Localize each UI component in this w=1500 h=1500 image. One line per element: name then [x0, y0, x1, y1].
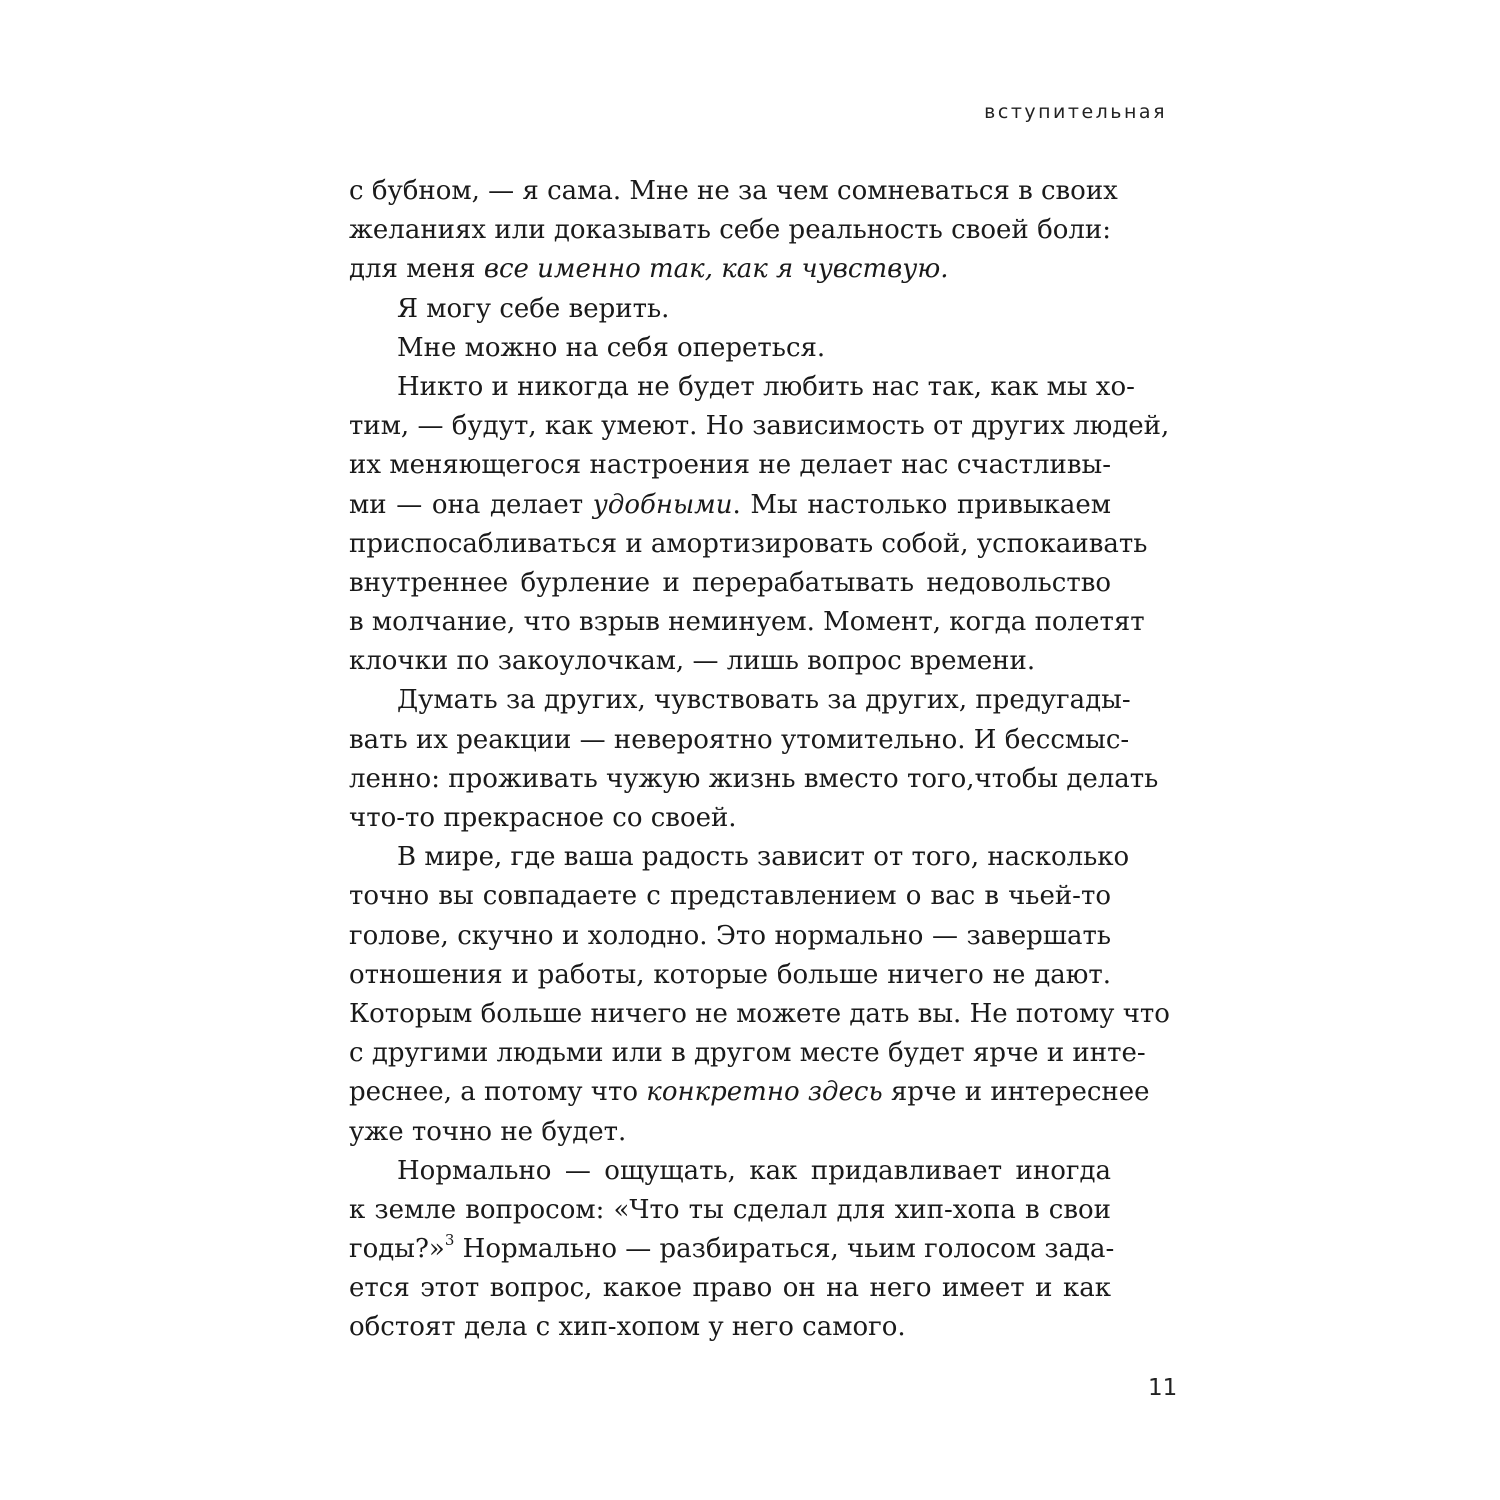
text-line: внутреннее бурление и перерабатывать недовольство: [349, 567, 1111, 598]
text-line: их меняющегося настроения не делает нас счастливы-: [349, 450, 1111, 481]
text-line: точно вы совпадаете с представлением о вас в чьей-то: [349, 881, 1111, 912]
text-line: в молчание, что взрыв неминуем. Момент, когда полетят: [349, 607, 1145, 638]
text-line: [349, 1230, 1115, 1269]
text-run: реснее, а потому что: [349, 1077, 647, 1108]
italic-text: удобными: [592, 489, 733, 520]
text-line: Нормально — ощущать, как придавливает иногда: [397, 1155, 1111, 1186]
text-run: ярче и интереснее: [882, 1077, 1150, 1108]
text-run: Нормально — разбираться, чьим голосом зада-: [454, 1234, 1115, 1265]
text-line: с бубном, — я сама. Мне не за чем сомневаться в своих: [349, 176, 1118, 206]
text-line: ется этот вопрос, какое право он на него имеет и как: [349, 1273, 1111, 1304]
text-line: Думать за других, чувствовать за других, предугады-: [397, 685, 1131, 716]
text-run: ми — она делает: [349, 489, 593, 520]
text-line: [349, 486, 1111, 525]
text-line: Мне можно на себя опереться.: [397, 332, 826, 363]
text-line: желаниях или доказывать себе реальность своей боли:: [349, 215, 1111, 246]
text-run: . Мы настолько привыкаем: [732, 489, 1111, 520]
text-run: годы?»: [349, 1234, 445, 1265]
text-line: уже точно не будет.: [349, 1116, 627, 1147]
text-line: тим, — будут, как умеют. Но зависимость от других людей,: [349, 411, 1170, 442]
text-line: с другими людьми или в другом месте будет ярче и инте-: [349, 1038, 1146, 1069]
text-line: [349, 250, 1111, 289]
text-line: приспосабливаться и амортизировать собой, успокаивать: [349, 528, 1148, 559]
page-number: 11: [1148, 1375, 1178, 1401]
text-line: ленно: проживать чужую жизнь вместо того,чтобы делать: [349, 763, 1159, 794]
body-text: [349, 172, 1170, 1348]
text-line: к земле вопросом: «Что ты сделал для хип-хопа в свои: [349, 1194, 1111, 1225]
text-line: голове, скучно и холодно. Это нормально — завершать: [349, 920, 1111, 951]
italic-text: все именно так, как я чувствую.: [483, 254, 949, 285]
text-line: обстоят дела с хип-хопом у него самого.: [349, 1312, 906, 1343]
footnote-marker[interactable]: 3: [444, 1231, 455, 1250]
text-line: Я могу себе верить.: [397, 293, 670, 324]
text-line: отношения и работы, которые больше ничего не дают.: [349, 959, 1111, 990]
italic-text: конкретно здесь: [646, 1077, 883, 1108]
text-run: для меня: [349, 254, 484, 285]
text-line: Никто и никогда не будет любить нас так, как мы хо-: [397, 371, 1135, 402]
text-line: Которым больше ничего не можете дать вы. Не потому что: [349, 998, 1170, 1029]
running-head: вступительная: [984, 101, 1167, 123]
text-line: вать их реакции — невероятно утомительно. И бессмыс-: [349, 724, 1130, 755]
text-line: что-то прекрасное со своей.: [349, 803, 737, 833]
text-line: клочки по закоулочкам, — лишь вопрос времени.: [349, 646, 1036, 677]
text-line: [349, 1073, 1150, 1112]
text-line: В мире, где ваша радость зависит от того, насколько: [397, 842, 1130, 873]
